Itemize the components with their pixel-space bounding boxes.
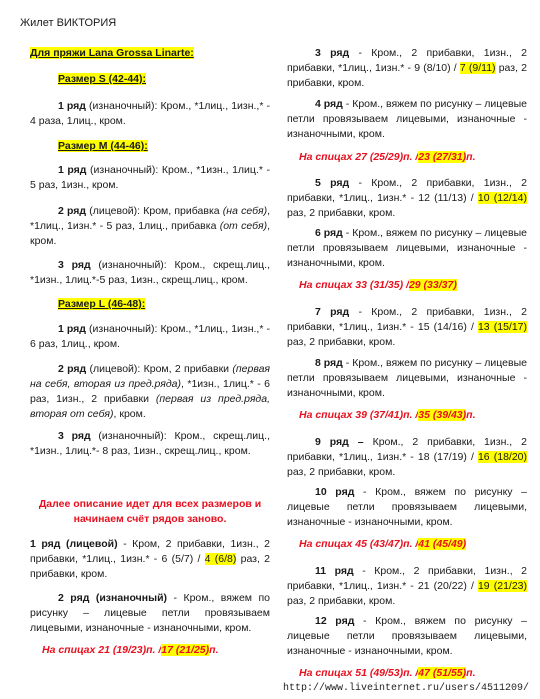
row-3: 3 ряд - Кром., 2 прибавки, 1изн., 2 прибавки, *1лиц., 1изн.* - 9 (8/10) / 7 (9/11) раз, 2 прибавки, кром. (287, 47, 527, 89)
size-l-row-3: 3 ряд (изнаночный): Кром., скрещ.лиц., *1изн., 1лиц.*- 8 раз, 1изн., скрещ.лиц., кром. (30, 430, 270, 457)
size-m-row-3: 3 ряд (изнаночный): Кром., скрещ.лиц., *1изн., 1лиц.*-5 раз, 1изн., скрещ.лиц., кром. (30, 259, 270, 286)
stitch-count-2: На спицах 27 (25/29)п. /23 (27/31)п. (299, 151, 476, 163)
size-l-heading: Размер L (46-48): (58, 298, 146, 310)
row-1: 1 ряд (лицевой) - Кром, 2 прибавки, 1изн., 2 прибавки, *1лиц., 1изн.* - 6 (5/7) / 4 (6/8) раз, 2 прибавки, кром. (30, 538, 270, 580)
stitch-count-6: На спицах 51 (49/53)п. /47 (51/55)п. (299, 667, 476, 679)
row-2: 2 ряд (изнаночный) - Кром., вяжем по рисунку – лицевые петли провязываем лицевыми, изнаночные - изнаночными, кром. (30, 592, 270, 634)
stitch-count-5: На спицах 45 (43/47)п. /41 (45/49) (299, 538, 467, 550)
size-l-row-2: 2 ряд (лицевой): Кром, 2 прибавки (первая на себя, вторая из пред.ряда), *1изн., 1лиц.* - 6 раз, 1изн., 2 прибавки (первая из пред.ряда, вторая от себя), кром. (30, 363, 271, 420)
size-s-heading: Размер S (42-44): (58, 73, 146, 85)
row-5: 5 ряд - Кром., 2 прибавки, 1изн., 2 прибавки, *1лиц., 1изн.* - 12 (11/13) / 10 (12/14) раз, 2 прибавки, кром. (287, 177, 527, 219)
size-m-heading: Размер М (44-46): (58, 140, 148, 152)
stitch-count-1: На спицах 21 (19/23)п. /17 (21/25)п. (42, 644, 219, 656)
page-title: Жилет ВИКТОРИЯ (20, 17, 117, 29)
size-m-row-1: 1 ряд (изнаночный): Кром., *1изн., 1лиц.* - 5 раз, 1изн., кром. (30, 164, 270, 191)
size-l-row-1: 1 ряд (изнаночный): Кром., *1лиц., 1изн.,* - 6 раз, 1лиц., кром. (30, 323, 270, 350)
all-sizes-note: Далее описание идет для всех размеров и начинаем счёт рядов заново. (38, 498, 262, 525)
stitch-count-3: На спицах 33 (31/35) /29 (33/37) (299, 279, 457, 291)
row-6: 6 ряд - Кром., вяжем по рисунку – лицевые петли провязываем лицевыми, изнаночные - изнаночными, кром. (287, 227, 527, 269)
size-m-row-2: 2 ряд (лицевой): Кром, прибавка (на себя), *1лиц., 1изн.* - 5 раз, 1лиц., прибавка (от себя), кром. (30, 205, 271, 247)
row-12: 12 ряд - Кром., вяжем по рисунку – лицевые петли провязываем лицевыми, изнаночные - изнаночными, кром. (287, 615, 527, 657)
stitch-count-4: На спицах 39 (37/41)п. /35 (39/43)п. (299, 409, 476, 421)
row-8: 8 ряд - Кром., вяжем по рисунку – лицевые петли провязываем лицевыми, изнаночные - изнаночными, кром. (287, 357, 527, 399)
row-10: 10 ряд - Кром., вяжем по рисунку – лицевые петли провязываем лицевыми, изнаночные - изнаночными, кром. (287, 486, 527, 528)
watermark-url: http://www.liveinternet.ru/users/4511209/ (283, 683, 530, 694)
row-9: 9 ряд – Кром., 2 прибавки, 1изн., 2 прибавки, *1лиц., 1изн.* - 18 (17/19) / 16 (18/20) раз, 2 прибавки, кром. (287, 436, 527, 478)
row-11: 11 ряд - Кром., 2 прибавки, 1изн., 2 прибавки, *1лиц., 1изн.* - 21 (20/22) / 19 (21/23) раз, 2 прибавки, кром. (287, 565, 527, 607)
row-7: 7 ряд - Кром., 2 прибавки, 1изн., 2 прибавки, *1лиц., 1изн.* - 15 (14/16) / 13 (15/17) раз, 2 прибавки, кром. (287, 306, 527, 348)
row-4: 4 ряд - Кром., вяжем по рисунку – лицевые петли провязываем лицевыми, изнаночные - изнаночными, кром. (287, 98, 527, 140)
size-s-row-1: 1 ряд (изнаночный): Кром., *1лиц., 1изн.,* - 4 раза, 1лиц., кром. (30, 100, 270, 127)
yarn-heading: Для пряжи Lana Grossa Linarte: (30, 47, 194, 59)
